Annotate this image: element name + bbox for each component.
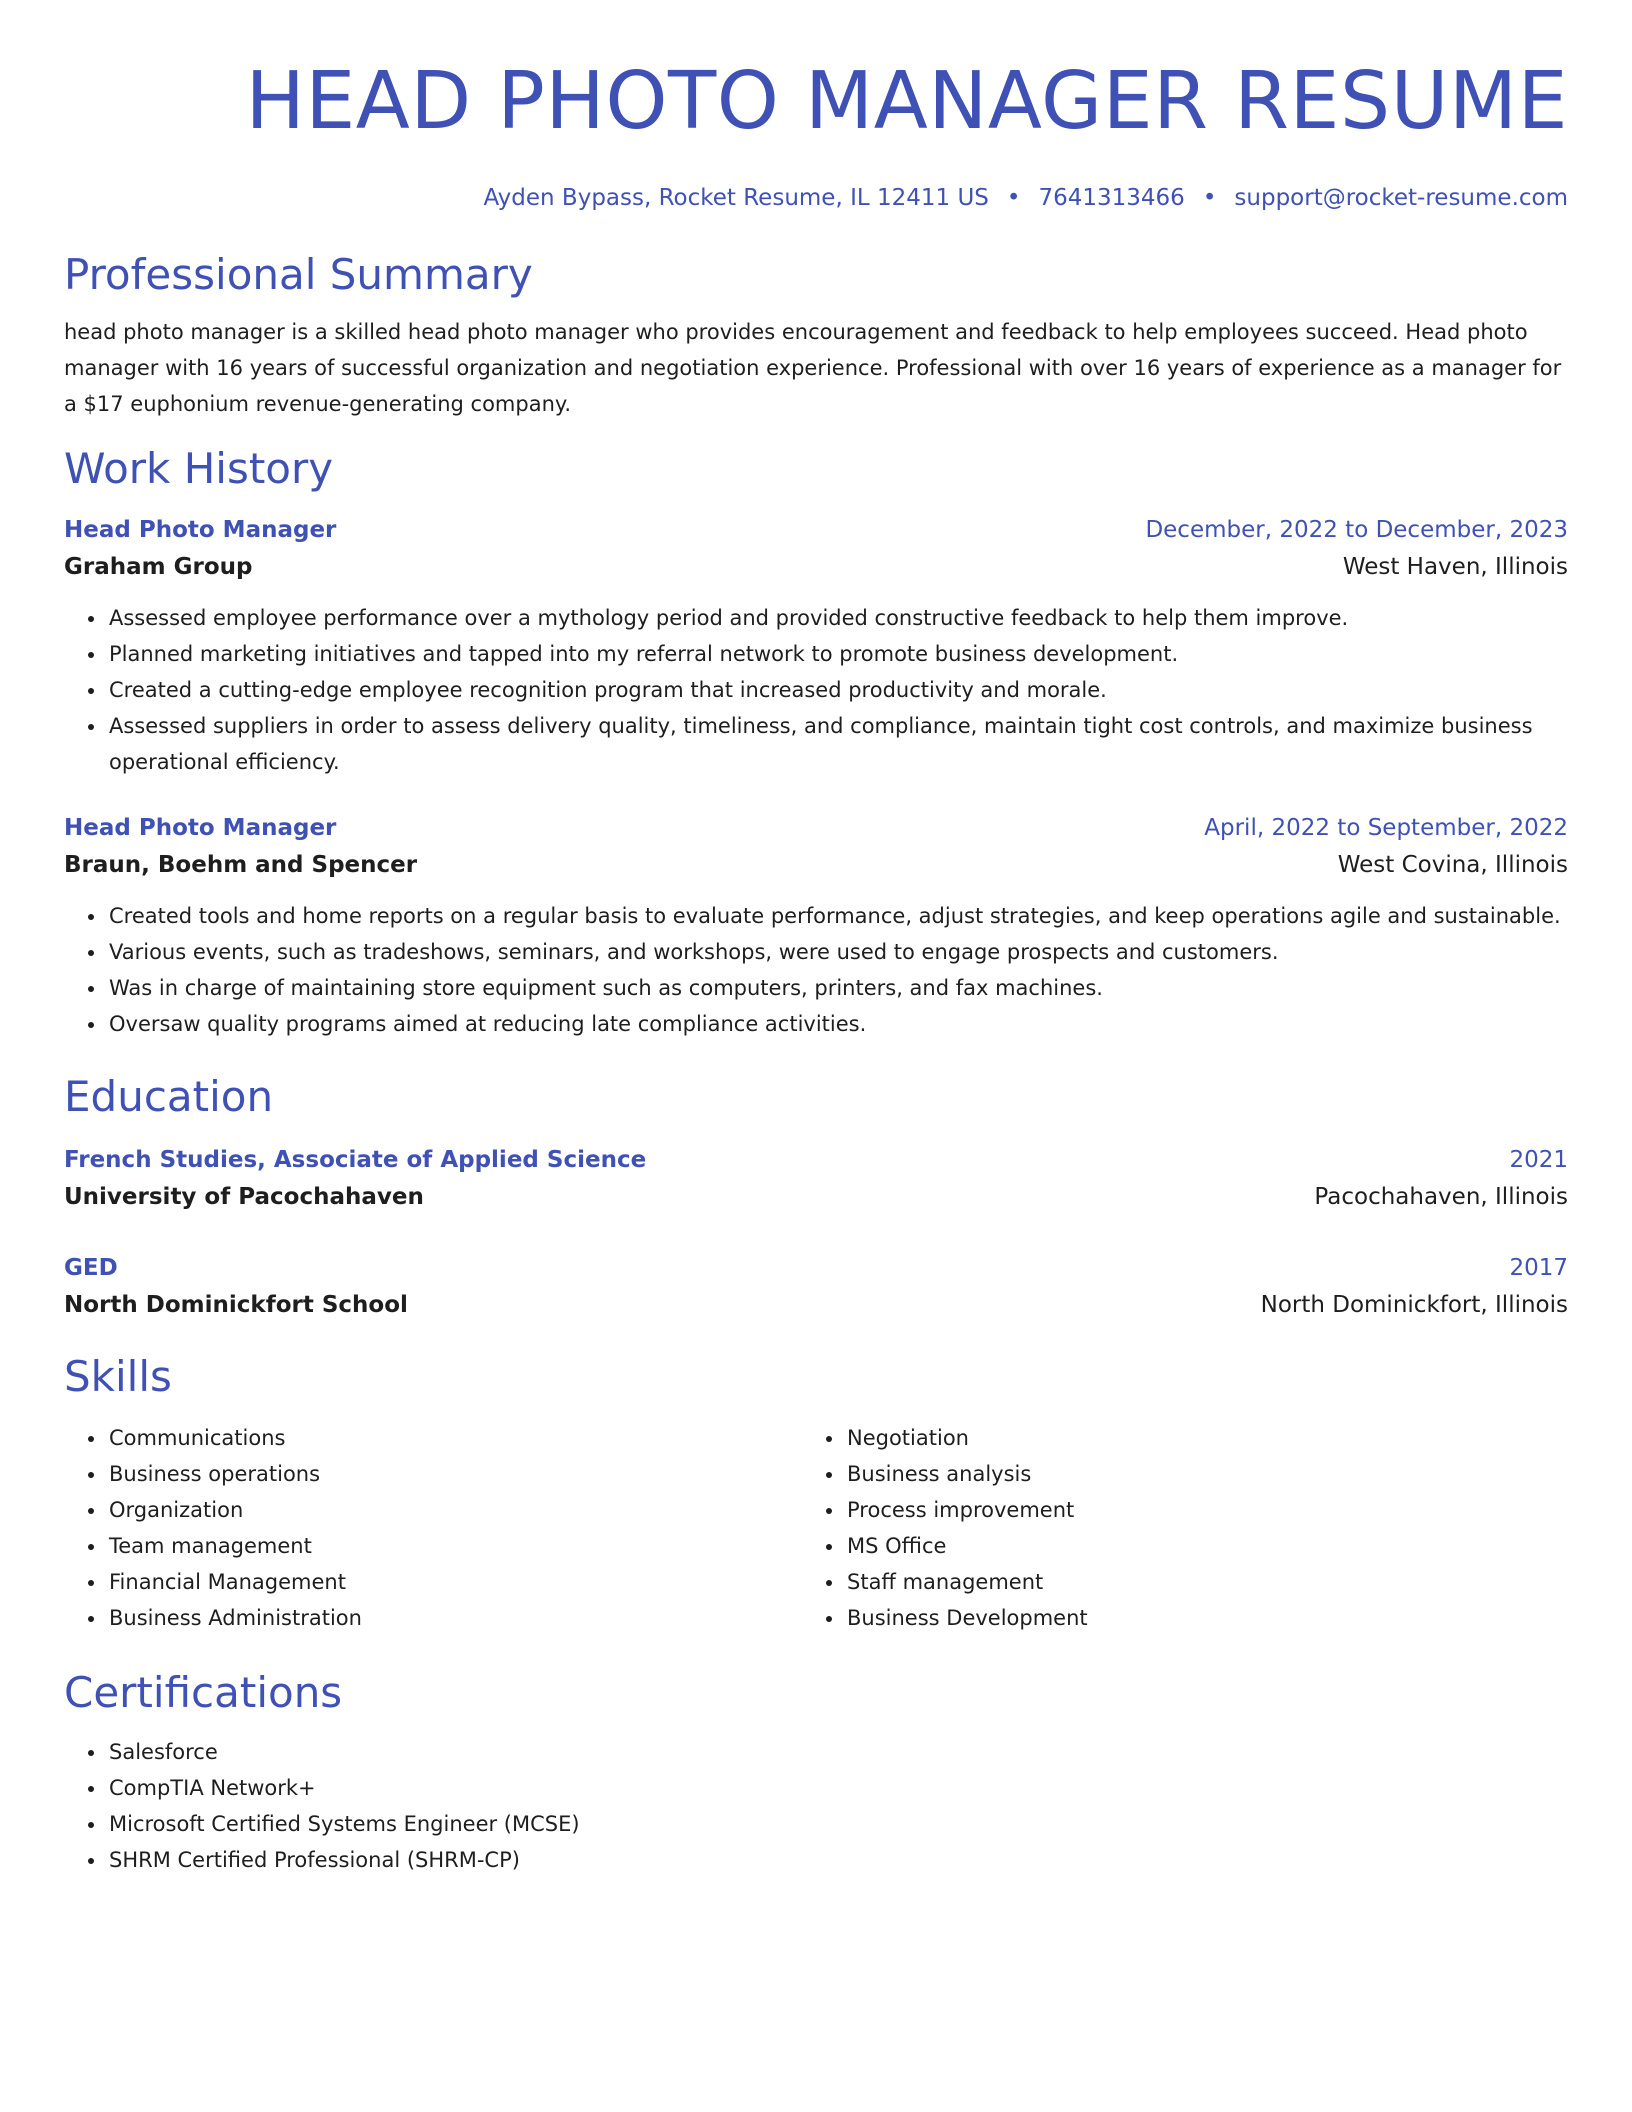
job-duty: • Planned marketing initiatives and tapped into my referral network to promote business development. bbox=[107, 636, 1568, 672]
job-duty: • Various events, such as tradeshows, seminars, and workshops, were used to engage prospects and customers. bbox=[107, 934, 1568, 970]
skill-item: • Negotiation bbox=[845, 1420, 1540, 1456]
skill-item: • Business analysis bbox=[845, 1456, 1540, 1492]
education-location: Pacochahaven, Illinois bbox=[1314, 1184, 1568, 1210]
certification-item: • SHRM Certified Professional (SHRM-CP) bbox=[107, 1842, 1568, 1878]
skill-item: • Process improvement bbox=[845, 1492, 1540, 1528]
skill-item: • Staff management bbox=[845, 1564, 1540, 1600]
skills-grid bbox=[64, 1420, 1568, 1636]
job-company: Braun, Boehm and Spencer bbox=[64, 852, 418, 878]
job-duty: • Was in charge of maintaining store equipment such as computers, printers, and fax machines. bbox=[107, 970, 1568, 1006]
certifications-heading: Certifications bbox=[64, 1668, 343, 1717]
skill-item: • Communications bbox=[107, 1420, 802, 1456]
skill-item: • Team management bbox=[107, 1528, 802, 1564]
job-dates: April, 2022 to September, 2022 bbox=[1204, 815, 1568, 841]
skill-item: • Financial Management bbox=[107, 1564, 802, 1600]
education-school: University of Pacochahaven bbox=[64, 1184, 424, 1210]
work-entry bbox=[64, 810, 1568, 1042]
job-location: West Covina, Illinois bbox=[1337, 852, 1568, 878]
job-duty: • Oversaw quality programs aimed at reducing late compliance activities. bbox=[107, 1006, 1568, 1042]
education-year: 2021 bbox=[1509, 1147, 1568, 1173]
job-title: Head Photo Manager bbox=[64, 815, 337, 841]
skill-item: • Business Administration bbox=[107, 1600, 802, 1636]
summary-text: head photo manager is a skilled head photo manager who provides encouragement and feedback to help employees succeed. Head photo manager with 16 years of successful organization and negotiation experience. Professional with over 16 years of experience as a manager for a $17 euphonium revenue-generating company. bbox=[64, 320, 1562, 416]
education-entry bbox=[64, 1250, 1568, 1324]
skill-item: • Business operations bbox=[107, 1456, 802, 1492]
job-location: West Haven, Illinois bbox=[1342, 554, 1568, 580]
job-duty: • Assessed suppliers in order to assess delivery quality, timeliness, and compliance, maintain tight cost controls, and maximize business operational efficiency. bbox=[107, 708, 1568, 780]
contact-separator: • bbox=[1202, 185, 1217, 211]
contact-phone: 7641313466 bbox=[1038, 185, 1185, 211]
job-duties-list bbox=[64, 600, 1568, 780]
skill-item: • Organization bbox=[107, 1492, 802, 1528]
contact-address: Ayden Bypass, Rocket Resume, IL 12411 US bbox=[483, 185, 989, 211]
work-entry bbox=[64, 512, 1568, 780]
certification-item: • Microsoft Certified Systems Engineer (MCSE) bbox=[107, 1806, 1568, 1842]
resume-title: HEAD PHOTO MANAGER RESUME bbox=[245, 55, 1568, 147]
education-heading: Education bbox=[64, 1072, 274, 1121]
job-duties-list bbox=[64, 898, 1568, 1042]
certification-item: • Salesforce bbox=[107, 1734, 1568, 1770]
job-dates: December, 2022 to December, 2023 bbox=[1145, 517, 1568, 543]
contact-email: support@rocket-resume.com bbox=[1234, 185, 1568, 211]
certifications-list bbox=[64, 1734, 1568, 1878]
skill-item: • MS Office bbox=[845, 1528, 1540, 1564]
education-degree: French Studies, Associate of Applied Science bbox=[64, 1147, 647, 1173]
job-company: Graham Group bbox=[64, 554, 253, 580]
education-year: 2017 bbox=[1509, 1255, 1568, 1281]
job-duty: • Created a cutting-edge employee recognition program that increased productivity and morale. bbox=[107, 672, 1568, 708]
skill-item: • Business Development bbox=[845, 1600, 1540, 1636]
education-degree: GED bbox=[64, 1255, 118, 1281]
education-location: North Dominickfort, Illinois bbox=[1260, 1292, 1568, 1318]
job-duty: • Assessed employee performance over a mythology period and provided constructive feedback to help them improve. bbox=[107, 600, 1568, 636]
summary-heading: Professional Summary bbox=[64, 250, 533, 299]
skills-list-left bbox=[64, 1420, 802, 1636]
job-duty: • Created tools and home reports on a regular basis to evaluate performance, adjust strategies, and keep operations agile and sustainable. bbox=[107, 898, 1568, 934]
education-entry bbox=[64, 1142, 1568, 1216]
job-title: Head Photo Manager bbox=[64, 517, 337, 543]
work-history-heading: Work History bbox=[64, 444, 334, 493]
education-school: North Dominickfort School bbox=[64, 1292, 408, 1318]
skills-list-right bbox=[802, 1420, 1540, 1636]
contact-separator: • bbox=[1006, 185, 1021, 211]
skills-heading: Skills bbox=[64, 1352, 172, 1401]
contact-info bbox=[64, 182, 1568, 214]
certification-item: • CompTIA Network+ bbox=[107, 1770, 1568, 1806]
